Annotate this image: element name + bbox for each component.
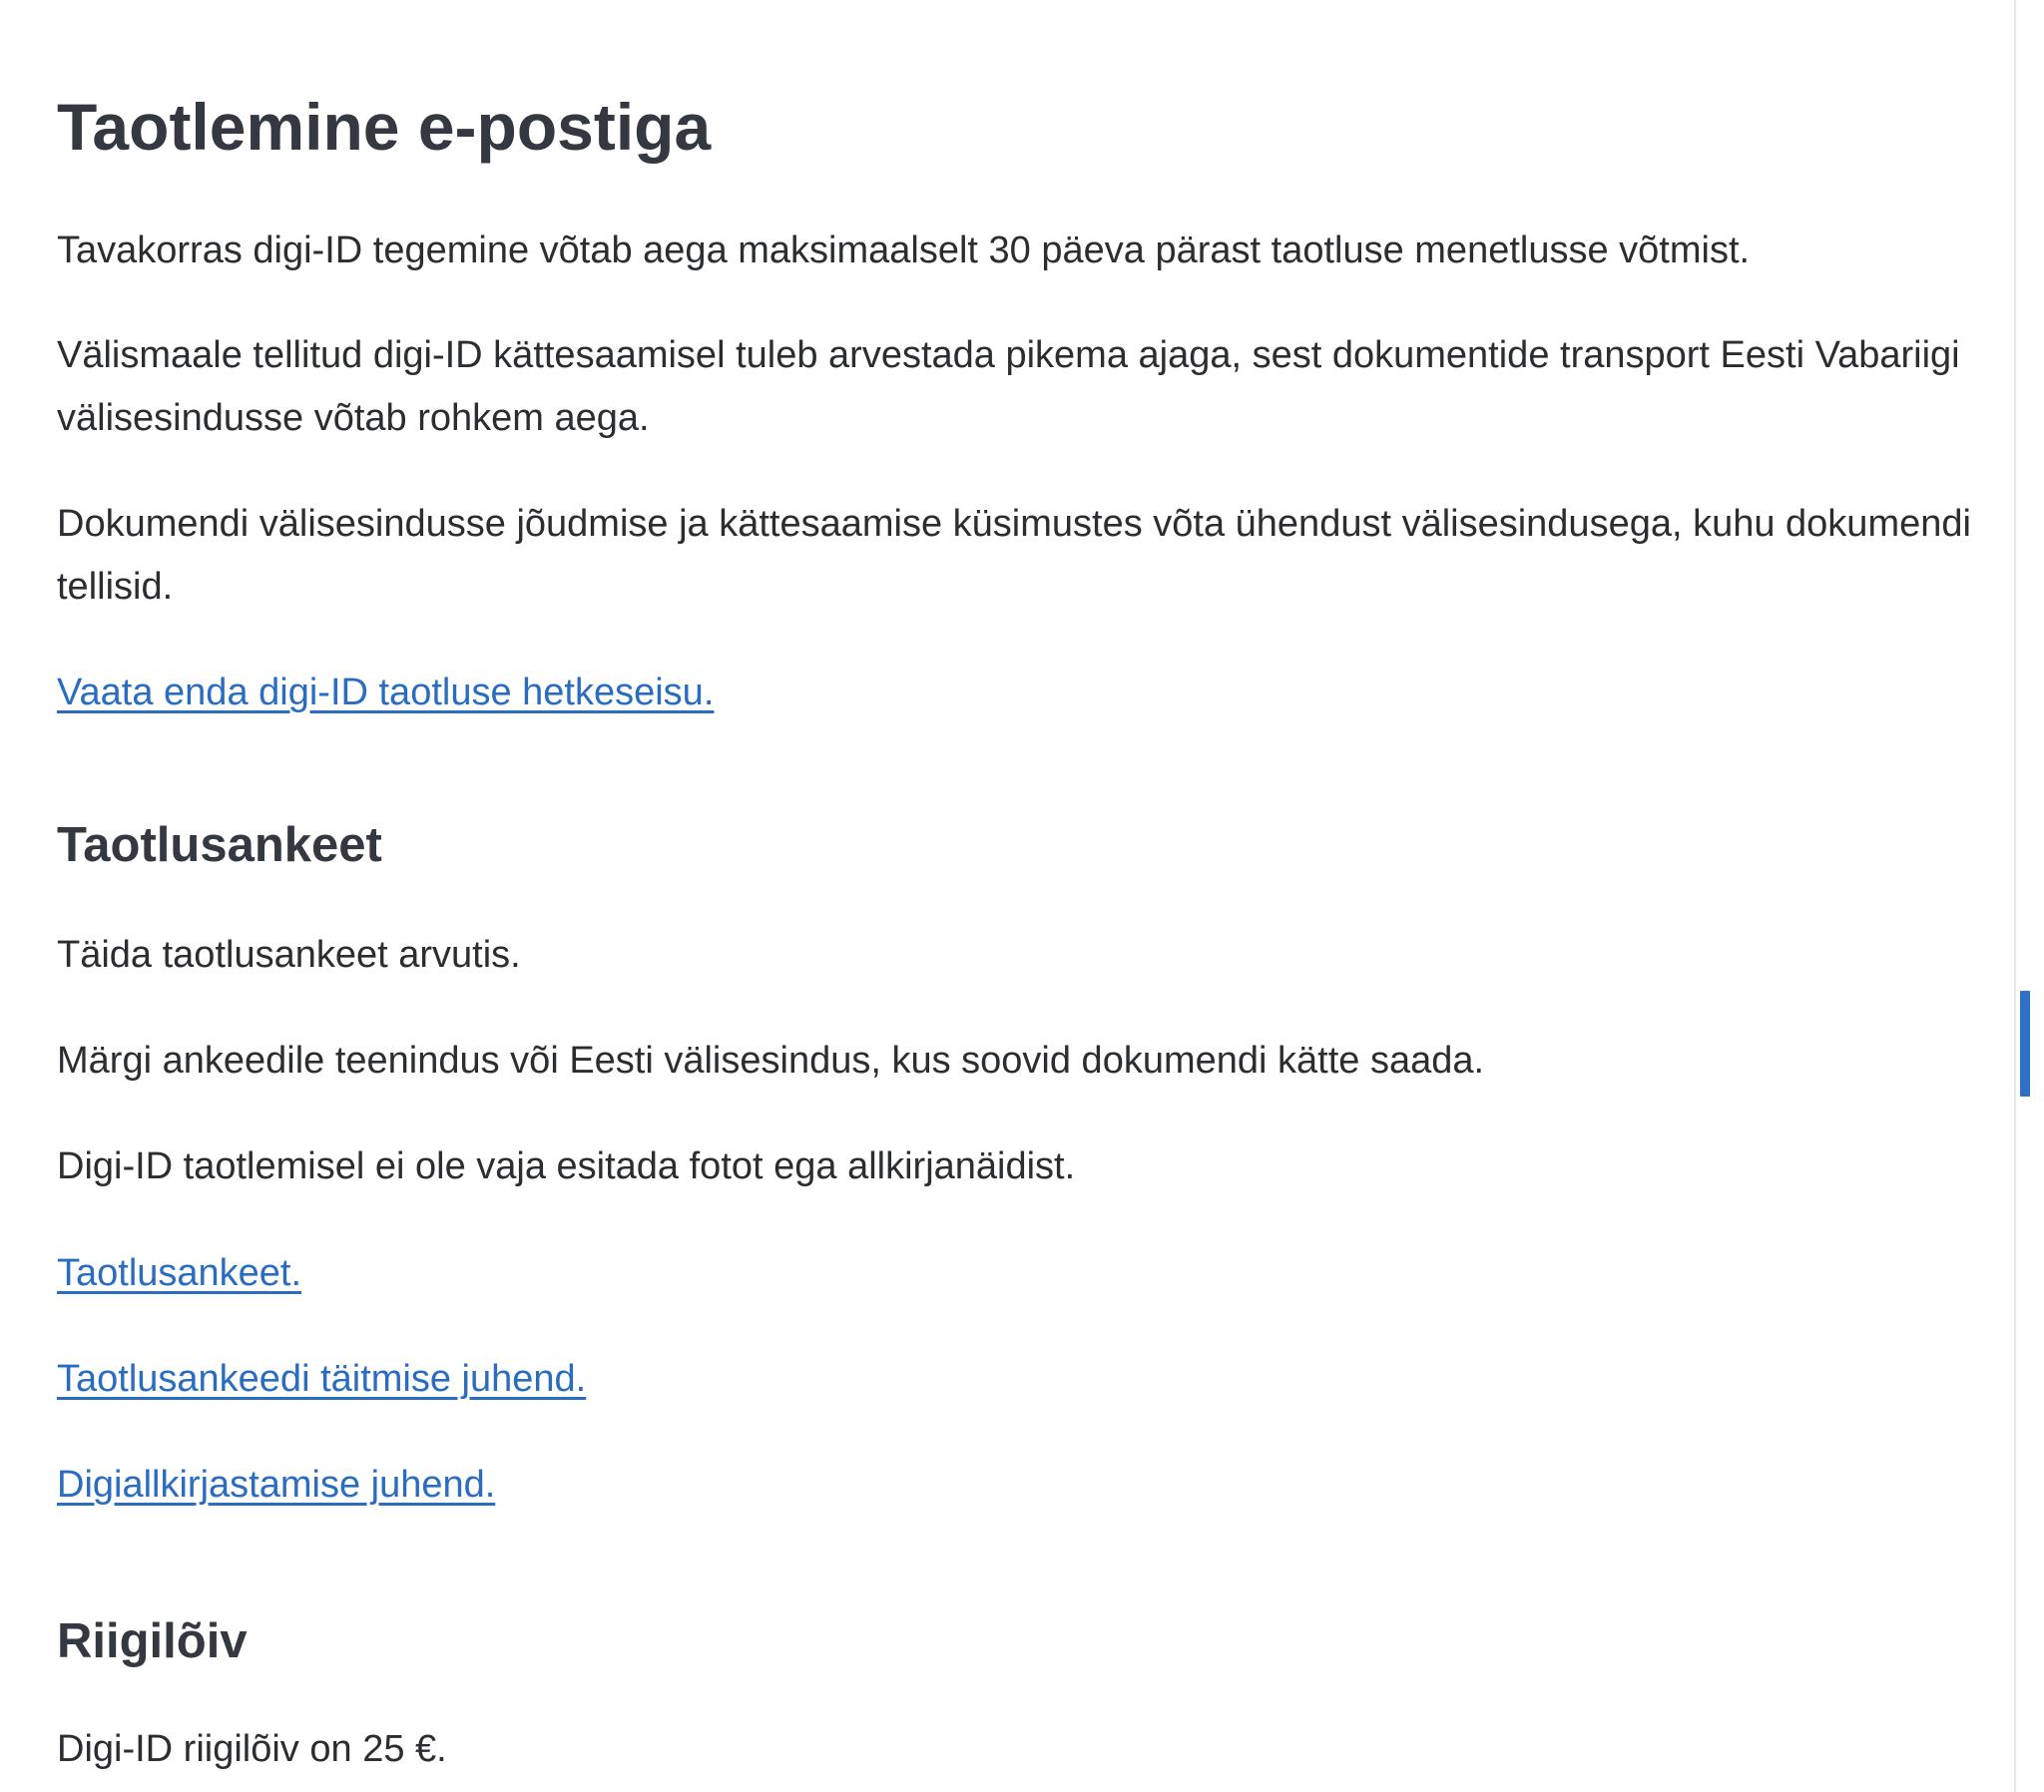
form-paragraph-fill: Täida taotlusankeet arvutis. [57,934,521,976]
form-section-heading: Taotlusankeet [57,818,382,872]
intro-paragraph-contact: Dokumendi välisesindusse jõudmise ja kättesaamise küsimustes võta ühendust välisesindusega, kuhu dokumendi tellisid. [57,503,1971,608]
intro-paragraph-processing-time: Tavakorras digi-ID tegemine võtab aega maksimaalselt 30 päeva pärast taotluse menetlusse võtmist. [57,229,1751,271]
form-paragraph-mark-office: Märgi ankeedile teenindus või Eesti välisesindus, kus soovid dokumendi kätte saada. [57,1040,1485,1082]
page-title: Taotlemine e-postiga [57,90,712,164]
application-status-link[interactable]: Vaata enda digi-ID taotluse hetkeseisu. [57,672,715,713]
intro-paragraph-abroad: Välismaale tellitud digi-ID kättesaamisel tuleb arvestada pikema ajaga, sest dokumentide transport Eesti Vabariigi välisesindusse võtab rohkem aega. [57,334,1960,439]
scrollbar-thumb[interactable] [2020,991,2030,1097]
application-form-link[interactable]: Taotlusankeet. [57,1252,302,1294]
page-scrollbar[interactable] [2014,0,2044,1792]
form-paragraph-no-photo: Digi-ID taotlemisel ei ole vaja esitada fotot ega allkirjanäidist. [57,1145,1076,1187]
fee-paragraph: Digi-ID riigilõiv on 25 €. [57,1728,447,1770]
fee-section-heading: Riigilõiv [57,1614,248,1668]
form-guide-link[interactable]: Taotlusankeedi täitmise juhend. [57,1358,587,1400]
digital-signing-guide-link[interactable]: Digiallkirjastamise juhend. [57,1464,496,1506]
